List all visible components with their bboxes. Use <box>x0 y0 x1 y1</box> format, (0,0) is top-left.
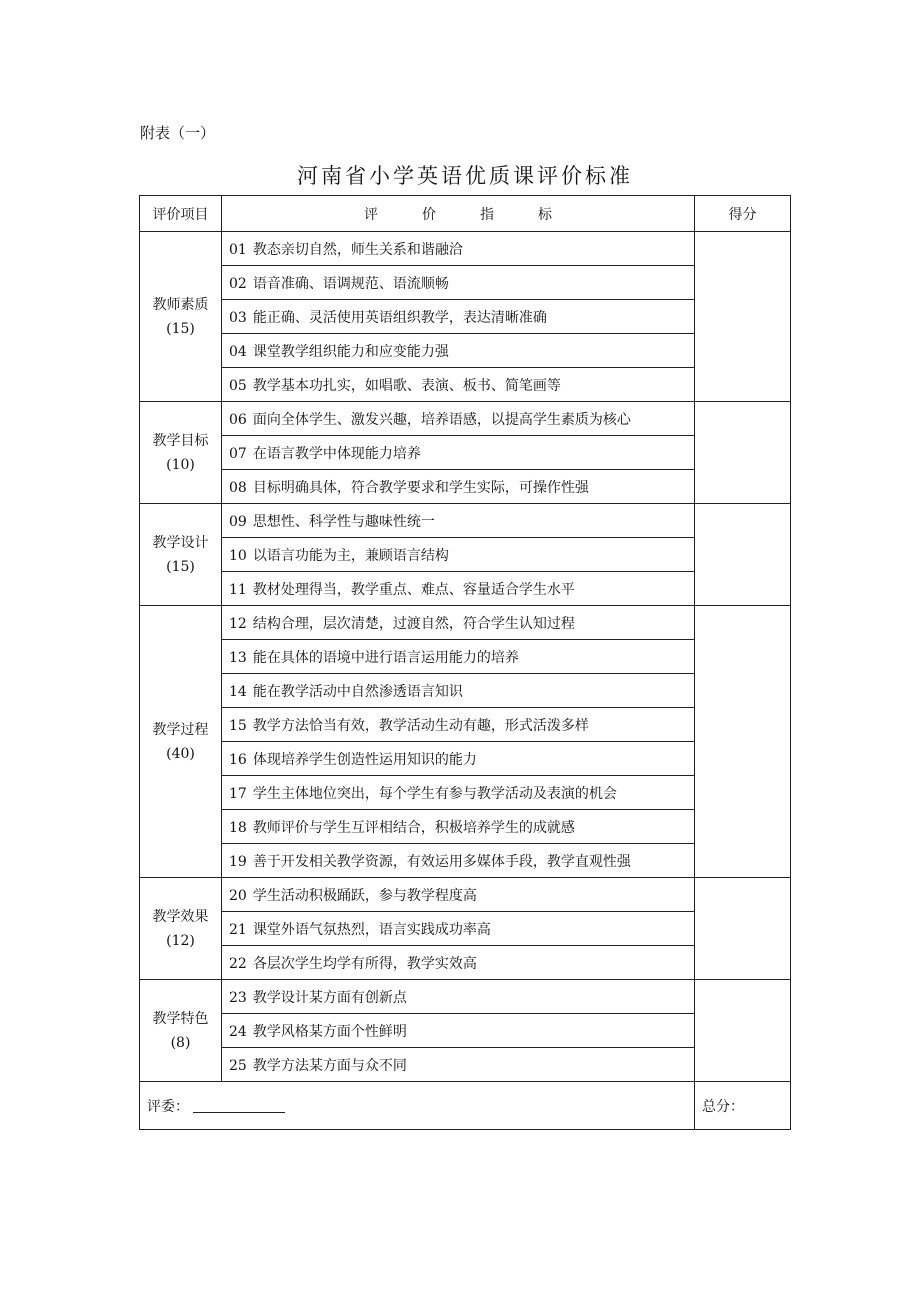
judge-signature-line[interactable] <box>193 1112 285 1113</box>
criterion-text: 课堂外语气氛热烈，语言实践成功率高 <box>252 921 491 938</box>
criterion-cell <box>222 402 695 436</box>
criterion-number: 06 <box>229 411 247 428</box>
criterion-cell <box>222 436 695 470</box>
criterion-text: 在语言教学中体现能力培养 <box>252 445 421 462</box>
category-cell <box>140 232 222 402</box>
criterion-number: 25 <box>229 1057 247 1074</box>
criterion-text: 面向全体学生、激发兴趣，培养语感，以提高学生素质为核心 <box>252 411 631 428</box>
score-cell[interactable] <box>695 232 791 402</box>
criterion-number: 13 <box>229 649 247 666</box>
criterion-text: 各层次学生均学有所得，教学实效高 <box>252 955 477 972</box>
table-row <box>140 742 791 776</box>
criterion-text: 语音准确、语调规范、语流顺畅 <box>252 275 449 292</box>
category-cell <box>140 878 222 980</box>
score-cell[interactable] <box>695 606 791 878</box>
criterion-number: 10 <box>229 547 247 564</box>
criterion-cell <box>222 878 695 912</box>
table-row <box>140 334 791 368</box>
criterion-text: 教学设计某方面有创新点 <box>252 989 407 1006</box>
appendix-label: 附表（一） <box>140 124 216 142</box>
category-name: 教学特色 <box>152 1010 209 1027</box>
criterion-cell <box>222 946 695 980</box>
category-cell <box>140 606 222 878</box>
table-row <box>140 844 791 878</box>
category-cell <box>140 402 222 504</box>
criterion-number: 15 <box>229 717 247 734</box>
table-row <box>140 674 791 708</box>
criterion-text: 教材处理得当，教学重点、难点、容量适合学生水平 <box>252 581 575 598</box>
table-row <box>140 572 791 606</box>
header-criteria-char: 标 <box>538 206 552 223</box>
table-row <box>140 606 791 640</box>
criterion-number: 03 <box>229 309 247 326</box>
table-row <box>140 776 791 810</box>
criterion-number: 19 <box>229 853 247 870</box>
criterion-number: 23 <box>229 989 247 1006</box>
criterion-number: 21 <box>229 921 247 938</box>
total-score-cell <box>695 1082 791 1130</box>
criterion-number: 18 <box>229 819 247 836</box>
criterion-number: 09 <box>229 513 247 530</box>
criterion-text: 能在具体的语境中进行语言运用能力的培养 <box>252 649 519 666</box>
category-name: 教学过程 <box>152 721 209 738</box>
criterion-cell <box>222 1048 695 1082</box>
criterion-number: 02 <box>229 275 247 292</box>
header-score: 得分 <box>695 196 791 232</box>
table-header-row <box>140 196 791 232</box>
criterion-cell <box>222 368 695 402</box>
page-title: 河南省小学英语优质课评价标准 <box>297 164 633 188</box>
header-criteria-char: 价 <box>422 206 436 223</box>
criterion-number: 22 <box>229 955 247 972</box>
criterion-cell <box>222 844 695 878</box>
table-row <box>140 300 791 334</box>
table-row <box>140 436 791 470</box>
criterion-text: 教学方法某方面与众不同 <box>252 1057 407 1074</box>
criterion-cell <box>222 980 695 1014</box>
criterion-text: 学生主体地位突出，每个学生有参与教学活动及表演的机会 <box>252 785 617 802</box>
criterion-cell <box>222 232 695 266</box>
criterion-number: 16 <box>229 751 247 768</box>
category-points: (10) <box>166 456 195 473</box>
criterion-text: 能在教学活动中自然渗透语言知识 <box>252 683 463 700</box>
table-row <box>140 946 791 980</box>
criterion-number: 24 <box>229 1023 247 1040</box>
category-points: (8) <box>170 1034 191 1051</box>
criterion-cell <box>222 606 695 640</box>
table-row <box>140 232 791 266</box>
table-footer-row <box>140 1082 791 1130</box>
criterion-cell <box>222 572 695 606</box>
criterion-cell <box>222 640 695 674</box>
score-cell[interactable] <box>695 878 791 980</box>
evaluation-table <box>139 195 791 1130</box>
criterion-number: 05 <box>229 377 247 394</box>
criterion-number: 14 <box>229 683 247 700</box>
criterion-text: 体现培养学生创造性运用知识的能力 <box>252 751 477 768</box>
category-points: (15) <box>166 558 195 575</box>
criterion-cell <box>222 266 695 300</box>
criterion-number: 01 <box>229 241 247 258</box>
total-score-label: 总分： <box>702 1098 744 1115</box>
criterion-text: 能正确、灵活使用英语组织教学，表达清晰准确 <box>252 309 547 326</box>
table-row <box>140 1014 791 1048</box>
table-row <box>140 810 791 844</box>
table-row <box>140 504 791 538</box>
criterion-text: 结构合理，层次清楚，过渡自然，符合学生认知过程 <box>252 615 575 632</box>
criterion-cell <box>222 504 695 538</box>
category-cell <box>140 504 222 606</box>
criterion-text: 教学方法恰当有效，教学活动生动有趣，形式活泼多样 <box>252 717 589 734</box>
criterion-text: 教学风格某方面个性鲜明 <box>252 1023 407 1040</box>
table-row <box>140 912 791 946</box>
table-row <box>140 980 791 1014</box>
table-row <box>140 878 791 912</box>
criterion-cell <box>222 300 695 334</box>
table-row <box>140 708 791 742</box>
criterion-text: 课堂教学组织能力和应变能力强 <box>252 343 449 360</box>
score-cell[interactable] <box>695 504 791 606</box>
criterion-text: 善于开发相关教学资源，有效运用多媒体手段，教学直观性强 <box>252 853 631 870</box>
category-name: 教学设计 <box>152 534 209 551</box>
criterion-text: 目标明确具体，符合教学要求和学生实际，可操作性强 <box>252 479 589 496</box>
table-row <box>140 640 791 674</box>
criterion-text: 教态亲切自然，师生关系和谐融洽 <box>252 241 463 258</box>
criterion-number: 12 <box>229 615 247 632</box>
criterion-number: 07 <box>229 445 247 462</box>
judge-cell <box>140 1082 695 1130</box>
table-row <box>140 368 791 402</box>
criterion-number: 04 <box>229 343 247 360</box>
table-row <box>140 266 791 300</box>
criterion-number: 20 <box>229 887 247 904</box>
criterion-cell <box>222 674 695 708</box>
criterion-text: 教学基本功扎实，如唱歌、表演、板书、简笔画等 <box>252 377 561 394</box>
category-name: 教师素质 <box>152 296 209 313</box>
criterion-text: 以语言功能为主，兼顾语言结构 <box>252 547 449 564</box>
category-name: 教学目标 <box>152 432 209 449</box>
category-cell <box>140 980 222 1082</box>
criterion-cell <box>222 810 695 844</box>
criterion-text: 思想性、科学性与趣味性统一 <box>252 513 435 530</box>
table-row <box>140 538 791 572</box>
criterion-cell <box>222 742 695 776</box>
criterion-cell <box>222 708 695 742</box>
criterion-cell <box>222 538 695 572</box>
category-name: 教学效果 <box>152 908 209 925</box>
header-criteria-char: 评 <box>364 206 378 223</box>
criterion-cell <box>222 912 695 946</box>
header-criteria <box>222 196 695 232</box>
criterion-number: 11 <box>229 581 247 598</box>
criterion-number: 17 <box>229 785 247 802</box>
score-cell[interactable] <box>695 402 791 504</box>
table-row <box>140 470 791 504</box>
header-category: 评价项目 <box>140 196 222 232</box>
judge-label: 评委： <box>147 1098 189 1115</box>
category-points: (40) <box>166 745 195 762</box>
category-points: (15) <box>166 320 195 337</box>
criterion-text: 学生活动积极踊跃，参与教学程度高 <box>252 887 477 904</box>
score-cell[interactable] <box>695 980 791 1082</box>
criterion-cell <box>222 1014 695 1048</box>
criterion-number: 08 <box>229 479 247 496</box>
category-points: (12) <box>166 932 195 949</box>
criterion-text: 教师评价与学生互评相结合，积极培养学生的成就感 <box>252 819 575 836</box>
header-criteria-char: 指 <box>480 206 494 223</box>
table-row <box>140 402 791 436</box>
table-row <box>140 1048 791 1082</box>
criterion-cell <box>222 334 695 368</box>
criterion-cell <box>222 776 695 810</box>
criterion-cell <box>222 470 695 504</box>
